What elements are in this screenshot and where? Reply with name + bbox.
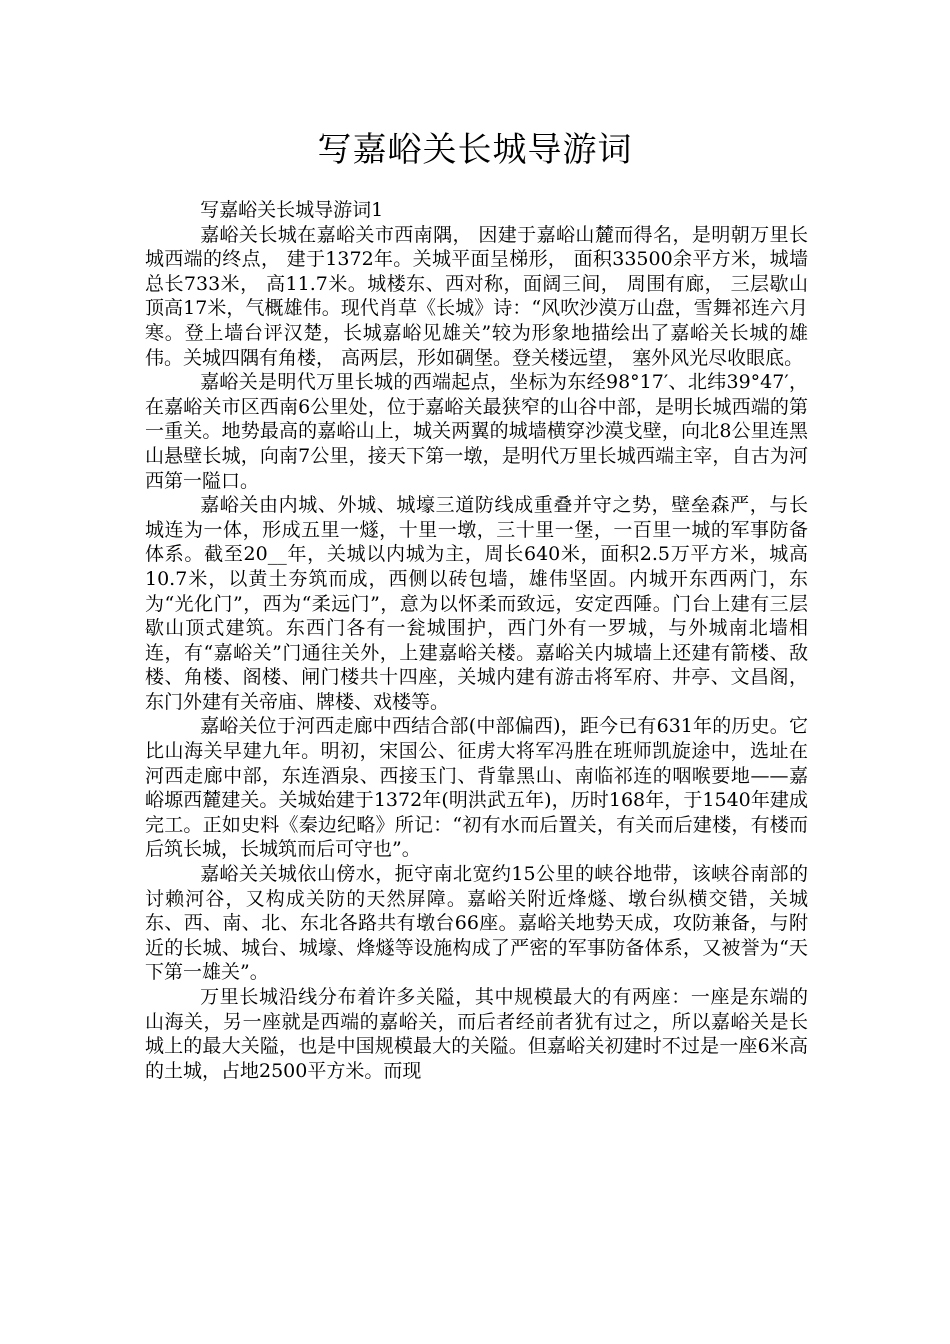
paragraph-3: 嘉峪关由内城、外城、城壕三道防线成重叠并守之势，壁垒森严，与长城连为一体，形成五里一燧，十里一墩，三十里一堡，一百里一城的军事防备体系。截至20__年，关城以内城为主，周长640米，面积2.5万平方米，城高10.7米，以黄土夯筑而成，西侧以砖包墙，雄伟坚固。内城开东西两门，东为“光化门”，西为“柔远门”，意为以怀柔而致远，安定西陲。门台上建有三层歇山顶式建筑。东西门各有一瓮城围护，西门外有一罗城，与外城南北墙相连，有“嘉峪关”门通往关外，上建嘉峪关楼。嘉峪关内城墙上还建有箭楼、敌楼、角楼、阁楼、闸门楼共十四座，关城内建有游击将军府、井亭、文昌阁，东门外建有关帝庙、牌楼、戏楼等。 <box>145 494 808 713</box>
document-body <box>145 198 808 1083</box>
paragraph-2: 嘉峪关是明代万里长城的西端起点，坐标为东经98°17′、北纬39°47′，在嘉峪关市区西南6公里处，位于嘉峪关最狭窄的山谷中部，是明长城西端的第一重关。地势最高的嘉峪山上，城关两翼的城墙横穿沙漠戈壁，向北8公里连黑山悬壁长城，向南7公里，接天下第一墩，是明代万里长城西端主宰，自古为河西第一隘口。 <box>145 371 808 492</box>
paragraph-6: 万里长城沿线分布着许多关隘，其中规模最大的有两座：一座是东端的山海关，另一座就是西端的嘉峪关，而后者经前者犹有过之，所以嘉峪关是长城上的最大关隘，也是中国规模最大的关隘。但嘉峪关初建时不过是一座6米高的土城，占地2500平方米。而现 <box>145 986 808 1082</box>
document-subtitle: 写嘉峪关长城导游词1 <box>200 199 384 221</box>
paragraph-4: 嘉峪关位于河西走廊中西结合部(中部偏西)，距今已有631年的历史。它比山海关早建九年。明初，宋国公、征虏大将军冯胜在班师凯旋途中，选址在河西走廊中部，东连酒泉、西接玉门、背靠黑山、南临祁连的咽喉要地——嘉峪塬西麓建关。关城始建于1372年(明洪武五年)，历时168年，于1540年建成完工。正如史料《秦边纪略》所记：“初有水而后置关，有关而后建楼，有楼而后筑长城，长城筑而后可守也”。 <box>145 715 808 861</box>
paragraph-1: 嘉峪关长城在嘉峪关市西南隅， 因建于嘉峪山麓而得名，是明朝万里长城西端的终点， 建于1372年。关城平面呈梯形， 面积33500余平方米，城墙总长733米， 高11.7米。城楼东、西对称，面阔三间， 周围有廊， 三层歇山顶高17米，气概雄伟。现代肖草《长城》诗：“风吹沙漠万山盘，雪舞祁连六月寒。登上墙台评汉楚，长城嘉峪见雄关”较为形象地描绘出了嘉峪关长城的雄伟。关城四隅有角楼， 高两层，形如碉堡。登关楼远望， 塞外风光尽收眼底。 <box>145 223 808 369</box>
document-title: 写嘉峪关长城导游词 <box>317 130 633 170</box>
paragraph-5: 嘉峪关关城依山傍水，扼守南北宽约15公里的峡谷地带，该峡谷南部的讨赖河谷，又构成关防的天然屏障。嘉峪关附近烽燧、墩台纵横交错，关城东、西、南、北、东北各路共有墩台66座。嘉峪关地势天成，攻防兼备，与附近的长城、城台、城壕、烽燧等设施构成了严密的军事防备体系，又被誉为“天下第一雄关”。 <box>145 863 808 984</box>
